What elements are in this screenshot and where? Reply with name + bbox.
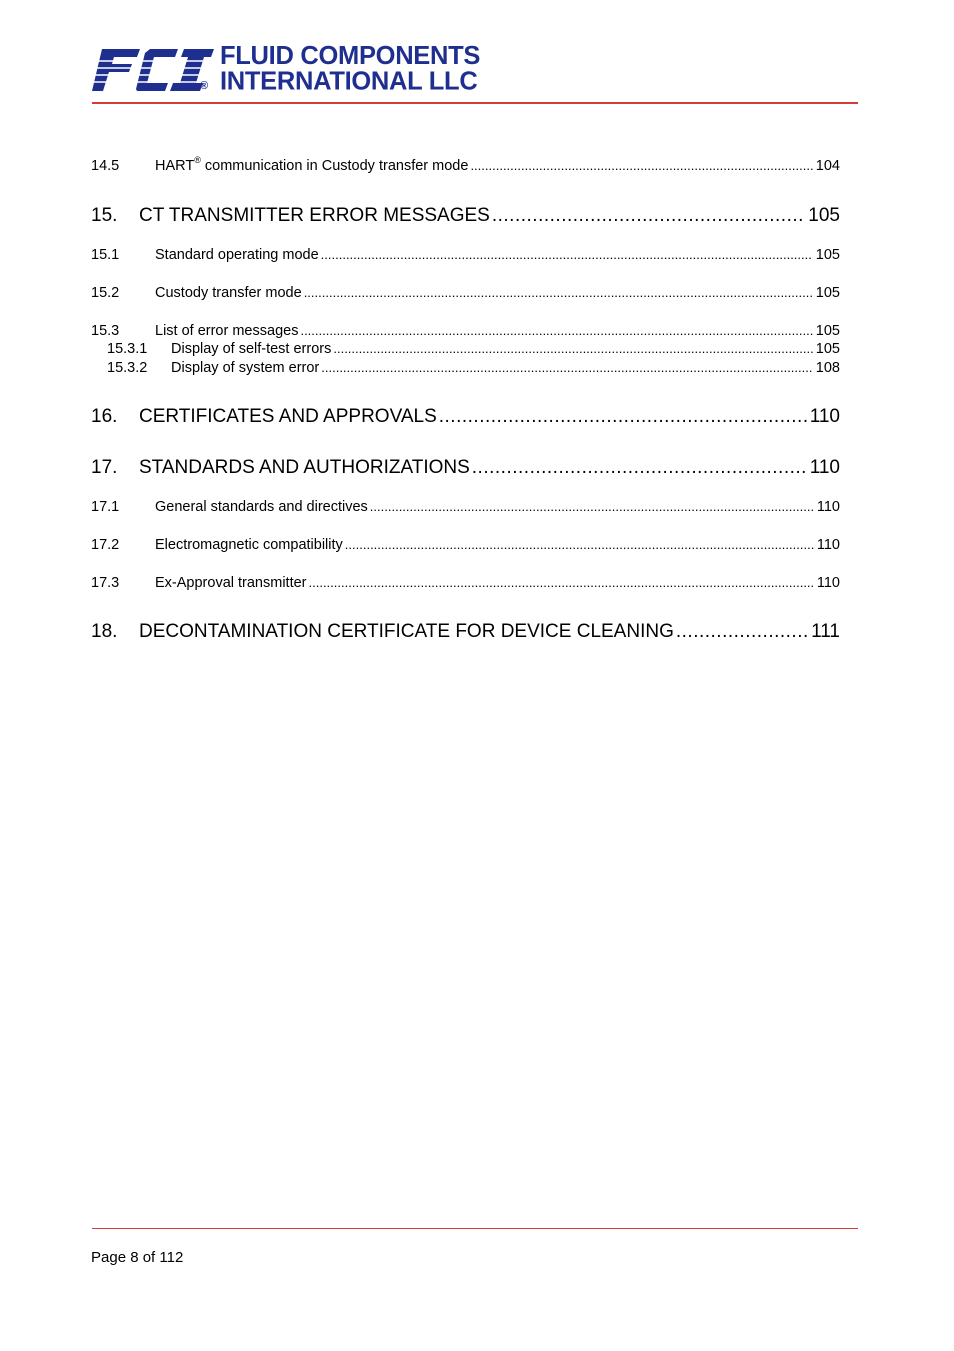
dot-leader [472, 457, 807, 479]
toc-number: 16. [91, 406, 118, 427]
dot-leader [492, 205, 805, 227]
toc-entry-15-3-2[interactable] [107, 360, 840, 376]
toc-page: 110 [816, 537, 840, 553]
toc-title: List of error messages [155, 323, 299, 339]
toc-number: 15.1 [91, 247, 120, 263]
dot-leader [321, 360, 813, 376]
toc-page: 110 [816, 575, 840, 591]
toc-entry-15-1[interactable] [91, 247, 840, 263]
dot-leader [345, 537, 814, 553]
dot-leader [309, 575, 814, 591]
toc-page: 105 [815, 341, 840, 357]
toc-entry-18[interactable] [91, 621, 840, 643]
toc-title: Custody transfer mode [155, 285, 302, 301]
toc-number: 15.2 [91, 285, 120, 301]
toc-title: Display of system error [171, 360, 320, 376]
toc-number: 15.3 [91, 323, 120, 339]
toc-page: 105 [815, 285, 840, 301]
toc-page: 105 [815, 323, 840, 339]
toc-page: 111 [811, 621, 840, 642]
toc-number: 15.3.2 [107, 360, 148, 376]
toc-page: 110 [816, 499, 840, 515]
toc-title: DECONTAMINATION CERTIFICATE FOR DEVICE CLEANING [139, 621, 674, 642]
toc-page: 110 [809, 457, 840, 478]
toc-entry-17-2[interactable] [91, 537, 840, 553]
toc-entry-17-1[interactable] [91, 499, 840, 515]
company-logo [92, 41, 492, 96]
toc-entry-16[interactable] [91, 406, 840, 428]
registered-mark: ® [200, 80, 209, 92]
fci-logo-mark [92, 47, 217, 95]
toc-number: 17.1 [91, 499, 120, 515]
registered-superscript: ® [194, 155, 201, 165]
company-name-line2: INTERNATIONAL LLC [220, 66, 478, 96]
dot-leader [321, 247, 813, 263]
toc-number: 15.3.1 [107, 341, 148, 357]
toc-entry-14-5[interactable] [91, 155, 840, 174]
toc-entry-15[interactable] [91, 205, 840, 227]
toc-title: Ex-Approval transmitter [155, 575, 307, 591]
page-number: Page 8 of 112 [91, 1249, 184, 1266]
toc-title: Electromagnetic compatibility [155, 537, 343, 553]
toc-entry-17-3[interactable] [91, 575, 840, 591]
toc-number: 18. [91, 621, 118, 642]
toc-title: CT TRANSMITTER ERROR MESSAGES [139, 205, 490, 226]
toc-page: 105 [808, 205, 840, 226]
dot-leader [676, 621, 808, 643]
dot-leader [370, 499, 814, 515]
toc-title: STANDARDS AND AUTHORIZATIONS [139, 457, 470, 478]
dot-leader [439, 406, 807, 428]
toc-number: 15. [91, 205, 118, 226]
company-name [220, 41, 481, 96]
dot-leader [333, 341, 812, 357]
toc-page: 105 [815, 247, 840, 263]
footer-divider [92, 1228, 858, 1229]
toc-title: Display of self-test errors [171, 341, 332, 357]
toc-page: 108 [815, 360, 840, 376]
dot-leader [470, 158, 812, 174]
toc-entry-15-3-1[interactable] [107, 341, 840, 357]
toc-page: 110 [809, 406, 840, 427]
toc-title: Standard operating mode [155, 247, 319, 263]
toc-entry-17[interactable] [91, 457, 840, 479]
dot-leader [304, 285, 813, 301]
toc-entry-15-2[interactable] [91, 285, 840, 301]
toc-number: 17. [91, 457, 118, 478]
toc-title: General standards and directives [155, 499, 368, 515]
toc-title: HART® communication in Custody transfer mode [155, 155, 469, 174]
toc-number: 17.3 [91, 575, 120, 591]
header-divider [92, 102, 858, 104]
toc-entry-15-3[interactable] [91, 323, 840, 339]
toc-page: 104 [815, 158, 840, 174]
toc-number: 17.2 [91, 537, 120, 553]
dot-leader [300, 323, 812, 339]
toc-title: CERTIFICATES AND APPROVALS [139, 406, 437, 427]
toc-number: 14.5 [91, 158, 120, 174]
company-name-line1: FLUID COMPONENTS [220, 41, 481, 71]
